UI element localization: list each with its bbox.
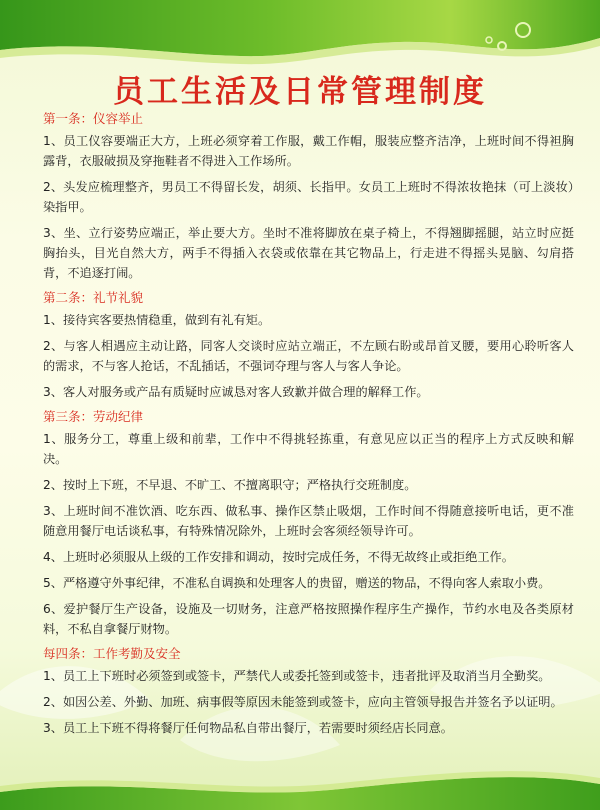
- clause-item: 2、按时上下班，不早退、不旷工、不擅离职守；严格执行交班制度。: [43, 478, 417, 492]
- section-etiquette: [0, 289, 600, 402]
- clause-item: 1、员工仪容要端正大方，上班必须穿着工作服，戴工作帽，服装应整齐洁净，上班时间不得袒胸露背，衣服破损及穿拖鞋者不得进入工作场所。: [43, 134, 574, 168]
- section-labor-discipline: [0, 408, 600, 639]
- regulation-content: [0, 110, 600, 744]
- clause-item: 6、爱护餐厅生产设备，设施及一切财务，注意严格按照操作程序生产操作，节约水电及各类原材料，不私自拿餐厅财物。: [43, 602, 574, 636]
- clause-item: 4、上班时必须服从上级的工作安排和调动，按时完成任务，不得无故终止或拒绝工作。: [43, 550, 514, 564]
- clause-item: 1、服务分工，尊重上级和前辈，工作中不得挑轻拣重，有意见应以正当的程序上方式反映和解决。: [43, 432, 574, 466]
- section-appearance: [0, 110, 600, 283]
- section-attendance-safety: [0, 645, 600, 738]
- clause-item: 2、头发应梳理整齐，男员工不得留长发，胡须、长指甲。女员工上班时不得浓妆艳抹（可上淡妆）染指甲。: [43, 180, 574, 214]
- clause-item: 3、坐、立行姿势应端正，举止要大方。坐时不准将脚放在桌子椅上，不得翘脚摇腿，站立时应挺胸抬头，目光自然大方，两手不得插入衣袋或依靠在其它物品上，行走进不得摇头晃脑、勾肩搭背，不追逐打闹。: [43, 226, 574, 280]
- clause-item: 5、严格遵守外事纪律，不准私自调换和处理客人的贵留，赠送的物品，不得向客人索取小费。: [43, 576, 551, 590]
- section-heading: 第一条：仪容举止: [43, 111, 144, 126]
- clause-item: 2、与客人相遇应主动让路，同客人交谈时应站立端正，不左顾右盼或昂首叉腰，要用心聆听客人的需求，不与客人抢话，不乱插话，不强词夺理与客人与客人争论。: [43, 339, 574, 373]
- section-heading: 第三条：劳动纪律: [43, 409, 144, 424]
- section-heading: 第二条：礼节礼貌: [43, 290, 144, 305]
- section-heading: 每四条：工作考勤及安全: [43, 646, 181, 661]
- clause-item: 1、接待宾客要热情稳重，做到有礼有矩。: [43, 313, 271, 327]
- clause-item: 3、客人对服务或产品有质疑时应诚恳对客人致歉并做合理的解释工作。: [43, 385, 429, 399]
- clause-item: 3、上班时间不准饮酒、吃东西、做私事、操作区禁止吸烟，工作时间不得随意接听电话，更不准随意用餐厅电话谈私事，有特殊情况除外，上班时会客须经领导许可。: [43, 504, 574, 538]
- clause-item: 2、如因公差、外勤、加班、病事假等原因未能签到或签卡，应向主管领导报告并签名予以证明。: [43, 695, 563, 709]
- clause-item: 3、员工上下班不得将餐厅任何物品私自带出餐厅，若需要时须经店长同意。: [43, 721, 453, 735]
- clause-item: 1、员工上下班时必须签到或签卡，严禁代人或委托签到或签卡，违者批评及取消当月全勤奖。: [43, 669, 551, 683]
- page-title: 员工生活及日常管理制度: [113, 74, 487, 110]
